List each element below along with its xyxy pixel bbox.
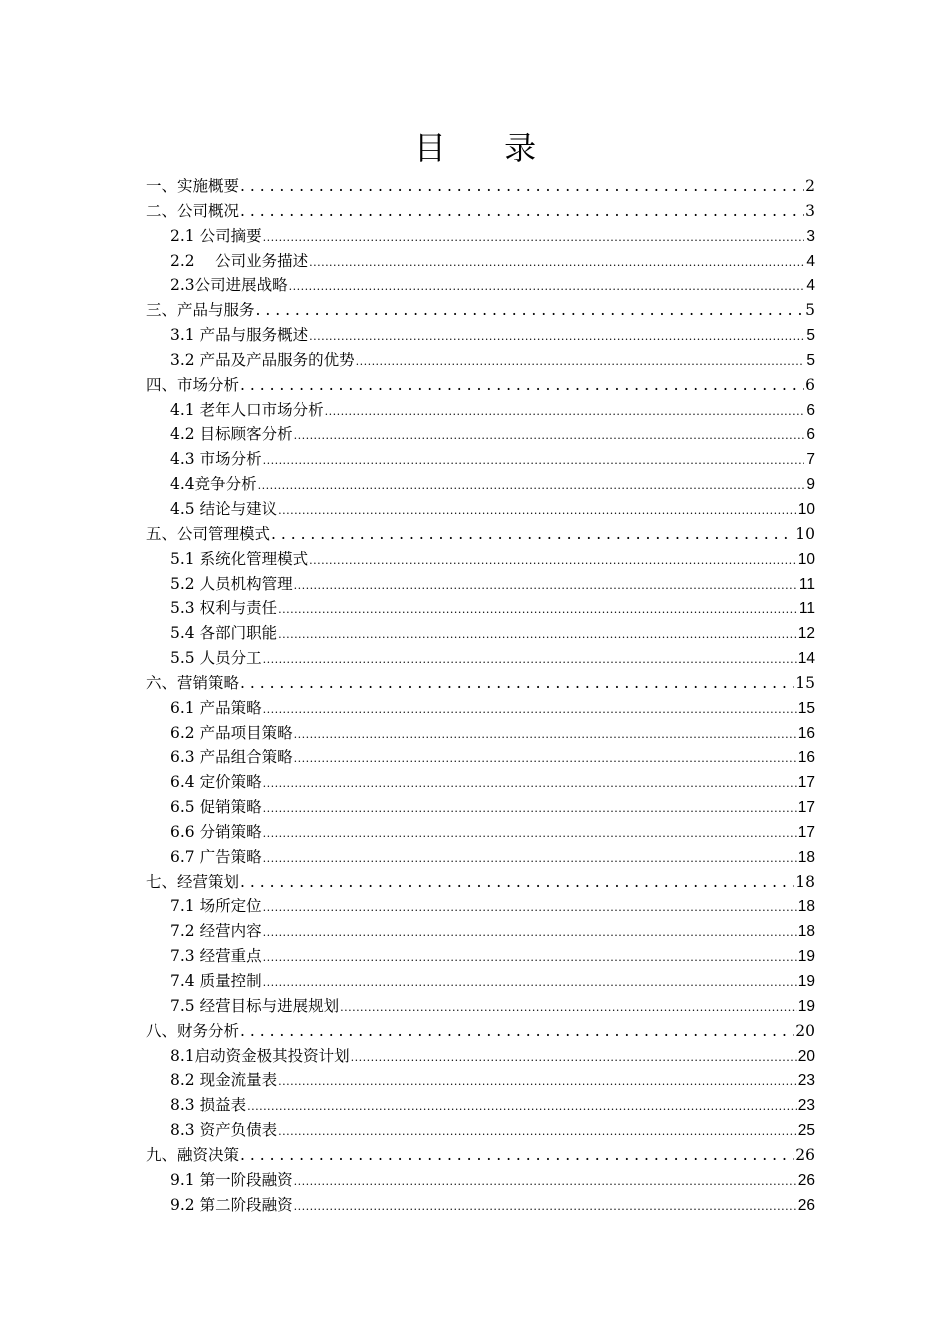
toc-dot-leader (294, 572, 798, 597)
toc-page-number: 4 (806, 277, 815, 295)
toc-entry-label: 4.4竞争分析 (170, 475, 257, 494)
toc-subsection-entry[interactable] (146, 348, 815, 373)
toc-entry-label: 九、融资决策 (146, 1145, 240, 1164)
toc-subsection-entry[interactable] (146, 323, 815, 348)
toc-entry-label: 4.3 市场分析 (170, 450, 262, 469)
toc-subsection-entry[interactable] (146, 994, 815, 1019)
toc-subsection-entry[interactable] (146, 398, 815, 423)
toc-entry-label: 四、市场分析 (146, 375, 240, 394)
toc-entry-label: 3.1 产品与服务概述 (170, 326, 309, 345)
toc-dot-leader (263, 696, 797, 721)
toc-entry-label: 八、财务分析 (146, 1021, 240, 1040)
toc-dot-leader (263, 969, 797, 994)
toc-entry-label: 4.1 老年人口市场分析 (170, 400, 324, 419)
toc-entry-label: 8.1启动资金极其投资计划 (170, 1046, 350, 1065)
toc-page-number: 15 (797, 699, 815, 717)
toc-subsection-entry[interactable] (146, 721, 815, 746)
toc-page-number: 3 (806, 227, 815, 245)
toc-page-number: 10 (797, 550, 815, 568)
toc-dot-leader (263, 795, 797, 820)
toc-dot-leader (294, 721, 797, 746)
toc-dot-leader (240, 1019, 794, 1044)
toc-section-entry[interactable] (146, 199, 815, 224)
toc-entry-label: 3.2 产品及产品服务的优势 (170, 350, 355, 369)
toc-page-number: 17 (797, 823, 815, 841)
toc-page-number: 19 (797, 973, 815, 990)
toc-page-number: 4 (806, 252, 815, 270)
toc-subsection-entry[interactable] (146, 1068, 815, 1093)
toc-entry-label: 二、公司概况 (146, 201, 240, 220)
toc-dot-leader (263, 447, 804, 472)
toc-subsection-entry[interactable] (146, 1168, 815, 1193)
toc-entry-label: 6.4 定价策略 (170, 773, 262, 792)
toc-entry-label: 8.2 现金流量表 (170, 1071, 278, 1090)
toc-dot-leader (351, 1044, 797, 1069)
toc-section-entry[interactable] (146, 870, 815, 895)
toc-dot-leader (309, 323, 804, 348)
toc-page-number: 6 (806, 426, 815, 444)
toc-page-number: 26 (797, 1196, 815, 1214)
toc-dot-leader (294, 1168, 797, 1193)
toc-entry-label: 三、产品与服务 (146, 301, 255, 320)
toc-page-number: 18 (797, 848, 815, 866)
toc-dot-leader (294, 1193, 797, 1218)
toc-entry-label: 9.1 第一阶段融资 (170, 1170, 293, 1189)
toc-section-entry[interactable] (146, 298, 815, 323)
toc-subsection-entry[interactable] (146, 795, 815, 820)
toc-entry-label: 6.6 分销策略 (170, 822, 262, 841)
toc-dot-leader (356, 348, 804, 373)
toc-page-number: 16 (797, 724, 815, 742)
toc-page-number: 18 (797, 898, 815, 916)
toc-page-number: 26 (795, 1145, 815, 1164)
toc-page-number: 2 (805, 177, 815, 195)
toc-entry-label: 8.3 损益表 (170, 1096, 247, 1115)
toc-entry-label: 7.5 经营目标与进展规划 (170, 996, 340, 1015)
toc-entry-label: 5.4 各部门职能 (170, 624, 278, 643)
toc-subsection-entry[interactable] (146, 1193, 815, 1218)
toc-dot-leader (240, 1143, 794, 1168)
toc-subsection-entry[interactable] (146, 845, 815, 870)
toc-dot-leader (278, 497, 797, 522)
toc-page-number: 11 (798, 575, 815, 593)
toc-dot-leader (278, 596, 798, 621)
toc-dot-leader (309, 547, 797, 572)
toc-page-number: 19 (797, 997, 815, 1015)
toc-page-number: 19 (797, 948, 815, 966)
toc-subsection-entry[interactable] (146, 1118, 815, 1143)
toc-page-number: 26 (797, 1171, 815, 1189)
toc-subsection-entry[interactable] (146, 894, 815, 919)
toc-subsection-entry[interactable] (146, 745, 815, 770)
toc-subsection-entry[interactable] (146, 497, 815, 522)
toc-dot-leader (294, 745, 797, 770)
toc-entry-label: 7.2 经营内容 (170, 922, 262, 941)
toc-subsection-entry[interactable] (146, 572, 815, 597)
toc-page-number: 5 (805, 301, 815, 320)
toc-page-number: 15 (795, 673, 815, 692)
toc-subsection-entry[interactable] (146, 422, 815, 447)
toc-subsection-entry[interactable] (146, 547, 815, 572)
toc-page-number: 9 (806, 476, 815, 494)
toc-entry-label: 七、经营策划 (146, 872, 240, 891)
toc-entry-label: 一、实施概要 (146, 177, 240, 195)
toc-page-number: 3 (805, 201, 815, 220)
toc-entry-label: 7.3 经营重点 (170, 947, 262, 966)
toc-entry-label: 7.4 质量控制 (170, 972, 262, 990)
toc-subsection-entry[interactable] (146, 1044, 815, 1069)
toc-entry-label: 6.2 产品项目策略 (170, 723, 293, 742)
toc-dot-leader (263, 224, 804, 249)
toc-dot-leader (325, 398, 804, 423)
toc-dot-leader (240, 373, 804, 398)
toc-dot-leader (258, 472, 804, 497)
toc-entry-label: 5.3 权利与责任 (170, 599, 278, 618)
toc-dot-leader (240, 671, 794, 696)
toc-subsection-entry[interactable] (146, 249, 815, 274)
toc-subsection-entry[interactable] (146, 969, 815, 994)
toc-dot-leader (263, 944, 797, 969)
toc-dot-leader (263, 894, 797, 919)
toc-page-number: 17 (797, 774, 815, 792)
toc-page-number: 20 (795, 1021, 815, 1040)
toc-page-number: 5 (806, 327, 815, 345)
toc-subsection-entry[interactable] (146, 224, 815, 249)
toc-dot-leader (340, 994, 797, 1019)
toc-dot-leader (294, 422, 804, 447)
toc-subsection-entry[interactable] (146, 820, 815, 845)
toc-subsection-entry[interactable] (146, 919, 815, 944)
toc-dot-leader (263, 646, 797, 671)
toc-dot-leader (278, 1068, 797, 1093)
toc-dot-leader (263, 820, 797, 845)
toc-entry-label: 4.5 结论与建议 (170, 499, 278, 518)
toc-section-entry[interactable] (146, 1019, 815, 1044)
toc-subsection-entry[interactable] (146, 770, 815, 795)
toc-subsection-entry[interactable] (146, 273, 815, 298)
toc-entry-label: 2.1 公司摘要 (170, 226, 262, 245)
toc-page-number: 10 (795, 524, 815, 543)
toc-page-number: 12 (797, 625, 815, 643)
toc-entry-label: 5.2 人员机构管理 (170, 574, 293, 593)
toc-dot-leader (240, 870, 794, 895)
toc-entry-label: 2.2 公司业务描述 (170, 251, 309, 270)
toc-dot-leader (263, 770, 797, 795)
toc-subsection-entry[interactable] (146, 944, 815, 969)
toc-page-number: 6 (805, 375, 815, 394)
toc-entry-label: 5.5 人员分工 (170, 649, 262, 668)
toc-page-number: 18 (795, 872, 815, 891)
toc-dot-leader (240, 174, 804, 199)
toc-page-number: 10 (797, 500, 815, 518)
toc-dot-leader (309, 249, 804, 274)
toc-dot-leader (256, 298, 804, 323)
toc-entry-label: 6.7 广告策略 (170, 847, 262, 866)
toc-entry-label: 6.3 产品组合策略 (170, 748, 293, 767)
toc-page-number: 20 (797, 1047, 815, 1065)
toc-dot-leader (247, 1093, 797, 1118)
toc-dot-leader (240, 199, 804, 224)
toc-section-entry[interactable] (146, 671, 815, 696)
toc-entry-label: 8.3 资产负债表 (170, 1121, 278, 1140)
toc-title: 目 录 (413, 129, 561, 167)
toc-section-entry[interactable] (146, 522, 815, 547)
toc-subsection-entry[interactable] (146, 472, 815, 497)
toc-dot-leader (263, 919, 797, 944)
toc-page-number: 7 (806, 451, 815, 469)
toc-dot-leader (271, 522, 794, 547)
toc-page-number: 23 (797, 1072, 815, 1090)
toc-entry-label: 2.3公司进展战略 (170, 276, 288, 295)
toc-dot-leader (278, 1118, 797, 1143)
toc-entry-label: 6.5 促销策略 (170, 798, 262, 817)
toc-entry-label: 7.1 场所定位 (170, 897, 262, 916)
toc-page-number: 11 (798, 600, 815, 618)
toc-subsection-entry[interactable] (146, 646, 815, 671)
toc-entry-label: 六、营销策略 (146, 673, 240, 692)
toc-page-number: 16 (797, 749, 815, 767)
toc-page-number: 23 (797, 1097, 815, 1115)
toc-entry-label: 4.2 目标顾客分析 (170, 425, 293, 444)
toc-page-number: 25 (797, 1122, 815, 1140)
toc-entry-label: 9.2 第二阶段融资 (170, 1195, 293, 1214)
toc-page-number: 6 (806, 401, 815, 419)
toc-subsection-entry[interactable] (146, 1093, 815, 1118)
toc-page-number: 17 (797, 799, 815, 817)
toc-section-entry[interactable] (146, 1143, 815, 1168)
toc-subsection-entry[interactable] (146, 696, 815, 721)
toc-dot-leader (263, 845, 797, 870)
toc-subsection-entry[interactable] (146, 447, 815, 472)
toc-page-number: 5 (806, 351, 815, 369)
toc-list (146, 174, 815, 1217)
toc-page-number: 14 (797, 650, 815, 668)
toc-section-entry[interactable] (146, 373, 815, 398)
toc-section-entry[interactable] (146, 174, 815, 199)
toc-entry-label: 五、公司管理模式 (146, 524, 271, 543)
toc-page-number: 18 (797, 923, 815, 941)
toc-subsection-entry[interactable] (146, 596, 815, 621)
toc-entry-label: 5.1 系统化管理模式 (170, 549, 309, 568)
toc-subsection-entry[interactable] (146, 621, 815, 646)
toc-dot-leader (278, 621, 797, 646)
toc-entry-label: 6.1 产品策略 (170, 698, 262, 717)
toc-dot-leader (289, 273, 804, 298)
